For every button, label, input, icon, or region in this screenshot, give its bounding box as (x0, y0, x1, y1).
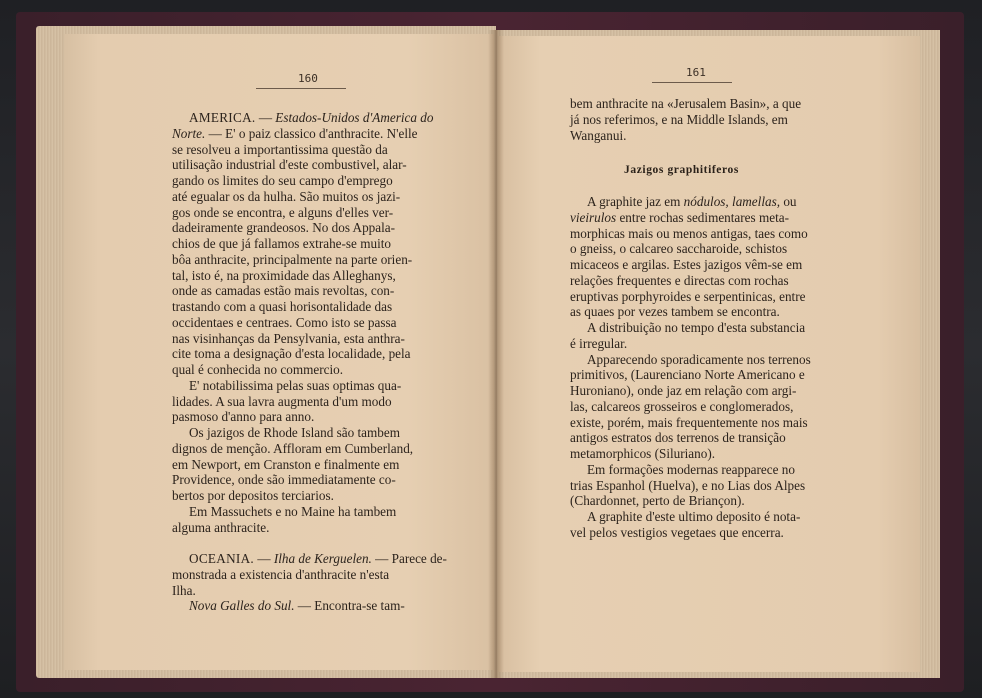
text-line (570, 273, 826, 289)
text-run: Estados-Unidos d'America do (275, 110, 434, 125)
text-run: trastando com a quasi horisontalidade das (172, 299, 393, 314)
text-line (172, 205, 430, 221)
text-run: nas visinhanças da Pensylvania, esta anthra- (172, 330, 405, 346)
text-run: Ilha de Kerguelen. (273, 551, 372, 566)
text-run: gando os limites do seu campo d'emprego (172, 173, 393, 188)
text-run: ou (780, 194, 797, 209)
text-run: A graphite jaz em (587, 194, 684, 209)
left-page-body (172, 110, 447, 614)
text-run: Em formações modernas reapparece no (587, 461, 795, 477)
text-run: até egualar os da hulha. São muitos os jazi- (172, 188, 401, 204)
text-run: A graphite d'este ultimo deposito é nota- (587, 509, 801, 524)
text-line (172, 520, 430, 536)
text-line (172, 283, 430, 299)
text-run: as quaes por vezes tambem se encontra. (570, 304, 780, 320)
text-run: Huroniano), onde jaz em relação com argi- (570, 383, 797, 398)
text-line (172, 220, 430, 236)
text-line (570, 446, 826, 462)
text-line (570, 320, 826, 336)
text-run: chios de que já fallamos extrahe-se muito (172, 236, 391, 251)
text-run: eruptivas porphyroides e serpentinicas, entre (570, 288, 806, 304)
text-run: monstrada a existencia d'anthracite n'esta (172, 566, 390, 582)
text-line (172, 362, 430, 378)
text-run: tal, isto é, na proximidade das Alleghanys, (172, 267, 396, 283)
text-line (172, 126, 430, 142)
text-run: — E' o paiz classico d'anthracite. N'elle (205, 125, 418, 141)
text-line (172, 189, 430, 205)
text-line (570, 509, 826, 525)
text-run: A distribuição no tempo d'esta substancia (587, 320, 806, 335)
text-line (172, 598, 430, 614)
text-line (172, 346, 430, 362)
text-line (172, 394, 430, 410)
text-run: morphicas mais ou menos antigas, taes como (570, 225, 808, 241)
text-run: Wanganui. (570, 127, 627, 143)
text-run: bôa anthracite, principalmente na parte orien- (172, 251, 413, 267)
text-line (172, 173, 430, 189)
text-run: alguma anthracite. (172, 519, 270, 535)
text-run: utilisação industrial d'este combustivel, alar- (172, 157, 407, 173)
text-line (172, 504, 430, 520)
text-run: Nova Galles do Sul. (189, 598, 295, 614)
text-run: antigos estratos dos terrenos de transição (570, 430, 786, 446)
text-run: cite toma a designação d'esta localidade, pela (172, 346, 411, 362)
text-line (570, 304, 826, 320)
right-header-rule (652, 82, 732, 83)
text-line (172, 142, 430, 158)
text-run: em Newport, em Cranston e finalmente em (172, 456, 400, 472)
text-run: E' notabilissima pelas suas optimas qua- (189, 377, 402, 393)
text-run: occidentaes e centraes. Como isto se passa (172, 314, 397, 330)
text-line (570, 257, 826, 273)
text-line (172, 488, 430, 504)
text-run: dadeiramente grandeosos. No dos Appala- (172, 220, 396, 236)
text-line (172, 331, 430, 347)
text-run: las, calcareos grosseiros e conglomerados, (570, 398, 794, 414)
text-line (172, 441, 430, 457)
text-run: vieirulos (570, 209, 617, 225)
text-line (172, 252, 430, 268)
right-page-body (570, 194, 826, 541)
right-page-number: 161 (686, 66, 706, 79)
text-line (570, 478, 826, 494)
text-run: dignos de menção. Affloram em Cumberland, (172, 440, 414, 456)
text-line (172, 425, 430, 441)
text-line (570, 415, 826, 431)
text-line (172, 315, 430, 331)
text-run: nódulos, lamellas, (683, 194, 781, 209)
text-run: o gneiss, o calcareo saccharoide, schistos (570, 241, 788, 257)
text-run: se resolveu a importantissima questão da (172, 141, 388, 157)
text-line (570, 493, 826, 509)
text-line (570, 241, 826, 257)
left-page-number: 160 (298, 72, 318, 85)
text-run: — Parece de- (371, 551, 447, 566)
text-line (172, 535, 430, 551)
left-header-rule (256, 88, 346, 89)
text-run: metamorphicos (Siluriano). (570, 446, 716, 461)
text-run: Em Massuchets e no Maine ha tambem (189, 503, 397, 519)
text-line (570, 289, 826, 305)
text-run: onde as camadas estão mais revoltas, con- (172, 283, 395, 299)
text-run: vel pelos vestigios vegetaes que encerra. (570, 524, 784, 540)
text-line (172, 583, 430, 599)
text-run: Norte. (172, 125, 206, 141)
text-run: AMERICA. (189, 110, 256, 125)
text-line (570, 399, 826, 415)
text-run: — Encontra-se tam- (294, 598, 405, 614)
text-run: Providence, onde são immediatamente co- (172, 472, 396, 488)
text-line (570, 210, 826, 226)
text-run: é irregular. (570, 335, 628, 351)
text-line (570, 462, 826, 478)
text-line (570, 96, 826, 112)
text-run: Ilha. (172, 582, 196, 598)
text-line (172, 378, 430, 394)
text-line (570, 430, 826, 446)
text-line (172, 551, 447, 567)
text-run: OCEANIA. (189, 551, 255, 566)
text-line (570, 367, 826, 383)
text-run: (Chardonnet, perto de Briançon). (570, 493, 745, 509)
text-run: Os jazigos de Rhode Island são tambem (189, 425, 400, 440)
text-run: — (254, 551, 274, 566)
text-run: gos onde se encontra, e alguns d'elles ver- (172, 204, 394, 220)
text-run: trias Espanhol (Huelva), e no Lias dos Alpes (570, 477, 806, 493)
text-line (570, 352, 826, 368)
text-run: bertos por depositos terciarios. (172, 488, 334, 503)
text-line (570, 336, 826, 352)
text-line (172, 268, 430, 284)
text-run: primitivos, (Laurenciano Norte Americano e (570, 367, 805, 383)
text-run: Apparecendo sporadicamente nos terrenos (587, 351, 811, 367)
text-run: entre rochas sedimentares meta- (616, 209, 789, 225)
text-run (172, 535, 175, 550)
text-line (172, 299, 430, 315)
text-run: bem anthracite na «Jerusalem Basin», a que (570, 96, 802, 111)
text-run: existe, porém, mais frequentemente nos mais (570, 414, 808, 430)
section-heading: Jazigos graphitiferos (624, 164, 739, 176)
right-page-body-top (570, 96, 826, 143)
text-line (570, 383, 826, 399)
text-run: relações frequentes e directas com rochas (570, 272, 789, 288)
text-line (570, 226, 826, 242)
text-run: micaceos e argilas. Estes jazigos vêm-se em (570, 257, 803, 272)
text-run: já nos referimos, e na Middle Islands, em (570, 111, 788, 127)
text-line (172, 157, 430, 173)
text-line (570, 194, 826, 210)
text-run: qual é conhecida no commercio. (172, 362, 343, 377)
text-run: lidades. A sua lavra augmenta d'um modo (172, 393, 392, 409)
text-run: — (255, 110, 276, 125)
book-gutter (488, 30, 504, 678)
text-line (570, 112, 826, 128)
text-line (172, 236, 430, 252)
text-line (172, 409, 430, 425)
text-line (172, 457, 430, 473)
text-line (172, 567, 430, 583)
text-line (172, 110, 434, 126)
text-line (172, 472, 430, 488)
text-line (570, 128, 826, 144)
text-line (570, 525, 826, 541)
text-run: pasmoso d'anno para anno. (172, 409, 315, 425)
